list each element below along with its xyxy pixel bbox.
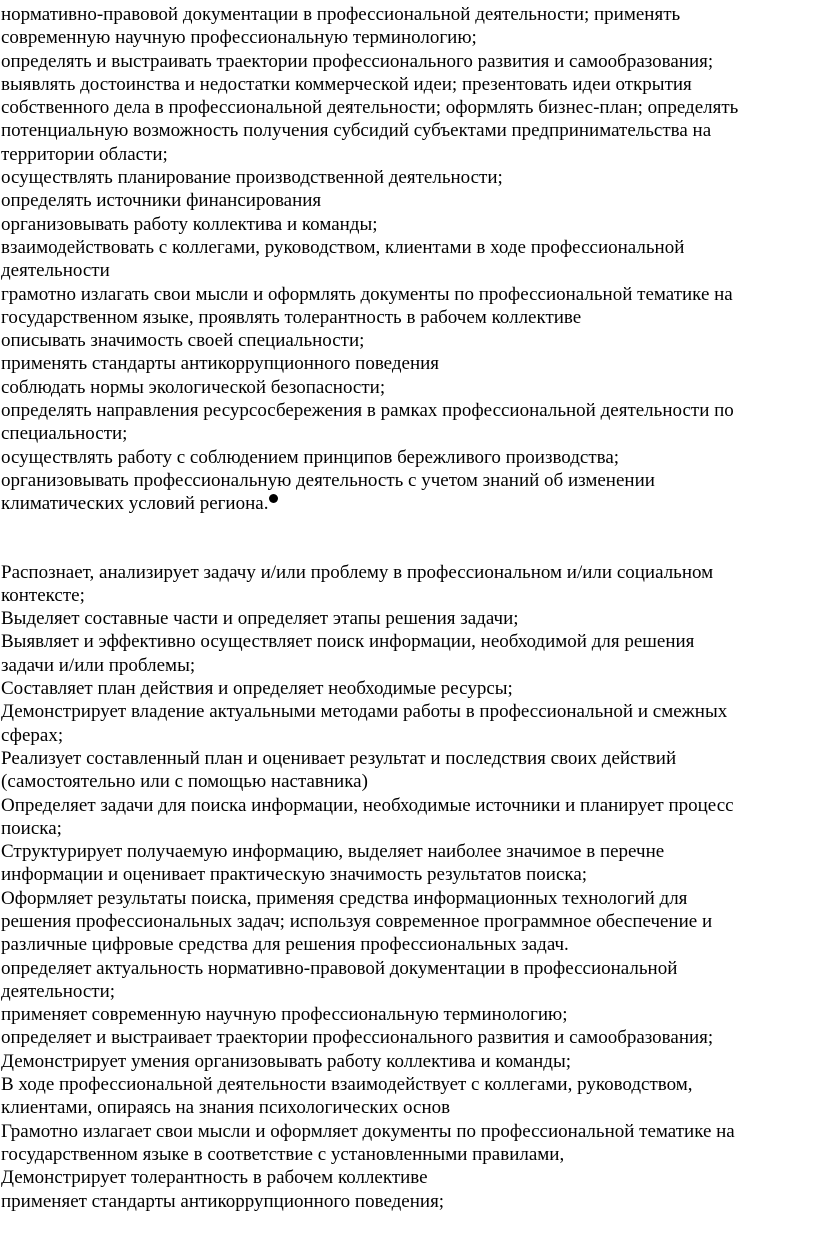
text-line: Реализует составленный план и оценивает результат и последствия своих действий xyxy=(1,747,677,769)
text-line: задачи и/или проблемы; xyxy=(1,654,196,676)
text-line: определять направления ресурсосбережения в рамках профессиональной деятельности по xyxy=(1,400,734,422)
indicator-item xyxy=(1,1190,816,1213)
text-line: Грамотно излагает свои мысли и оформляет документы по профессиональной тематике на xyxy=(1,1120,735,1142)
section-gap xyxy=(1,516,816,561)
text-line: применять стандарты антикоррупционного поведения xyxy=(1,353,440,375)
skill-item xyxy=(1,166,816,189)
indicators-list xyxy=(1,561,816,1213)
skill-item xyxy=(1,329,816,352)
text-line: современную научную профессиональную терминологию; xyxy=(1,27,477,49)
text-line: сферах; xyxy=(1,724,64,746)
skill-item xyxy=(1,213,816,236)
indicator-item xyxy=(1,957,816,1004)
indicator-item xyxy=(1,1166,816,1189)
text-line: Определяет задачи для поиска информации, необходимые источники и планирует процесс xyxy=(1,794,734,816)
skill-item xyxy=(1,352,816,375)
text-line: климатических условий региона. xyxy=(1,492,816,515)
indicator-item xyxy=(1,630,816,677)
text-line: государственном языке в соответствие с установленными правилами, xyxy=(1,1143,565,1165)
text-line: В ходе профессиональной деятельности взаимодействует с коллегами, руководством, xyxy=(1,1074,693,1096)
bullet-dot-icon xyxy=(269,494,278,503)
text-line: осуществлять планирование производственной деятельности; xyxy=(1,167,503,189)
indicator-item xyxy=(1,887,816,957)
text-line: территории области; xyxy=(1,143,168,165)
indicator-item xyxy=(1,677,816,700)
indicator-item xyxy=(1,1073,816,1120)
skill-item xyxy=(1,189,816,212)
skill-item xyxy=(1,3,816,50)
skill-item xyxy=(1,446,816,469)
indicator-item xyxy=(1,840,816,887)
text-line: взаимодействовать с коллегами, руководством, клиентами в ходе профессиональной xyxy=(1,236,685,258)
text-line: Выделяет составные части и определяет этапы решения задачи; xyxy=(1,608,519,630)
text-line: Демонстрирует умения организовывать работу коллектива и команды; xyxy=(1,1050,571,1072)
text-line: информации и оценивает практическую значимость результатов поиска; xyxy=(1,864,588,886)
skill-item xyxy=(1,469,816,516)
text-line: определяет актуальность нормативно-правовой документации в профессиональной xyxy=(1,957,678,979)
text-line: собственного дела в профессиональной деятельности; оформлять бизнес-план; определять xyxy=(1,97,739,119)
text-line: грамотно излагать свои мысли и оформлять документы по профессиональной тематике на xyxy=(1,283,733,305)
text-line: применяет стандарты антикоррупционного поведения; xyxy=(1,1190,445,1212)
indicator-item xyxy=(1,794,816,841)
text-line: решения профессиональных задач; используя современное программное обеспечение и xyxy=(1,910,713,932)
text-line: Демонстрирует толерантность в рабочем коллективе xyxy=(1,1167,428,1189)
indicator-item xyxy=(1,1003,816,1026)
text-line: осуществлять работу с соблюдением принципов бережливого производства; xyxy=(1,446,620,468)
text-line: Выявляет и эффективно осуществляет поиск информации, необходимой для решения xyxy=(1,631,695,653)
text-line: различные цифровые средства для решения профессиональных задач. xyxy=(1,934,569,956)
text-line: выявлять достоинства и недостатки коммерческой идеи; презентовать идеи открытия xyxy=(1,73,692,95)
text-line: поиска; xyxy=(1,817,62,839)
text-line: контексте; xyxy=(1,584,85,606)
skill-item xyxy=(1,50,816,166)
text-line: определять и выстраивать траектории профессионального развития и самообразования; xyxy=(1,50,714,72)
text-line: Распознает, анализирует задачу и/или проблему в профессиональном и/или социальном xyxy=(1,561,714,583)
text-line: клиентами, опираясь на знания психологических основ xyxy=(1,1097,451,1119)
text-line: потенциальную возможность получения субсидий субъектами предпринимательства на xyxy=(1,120,712,142)
text-line: Составляет план действия и определяет необходимые ресурсы; xyxy=(1,678,513,700)
text-line: определять источники финансирования xyxy=(1,190,322,212)
text-line: государственном языке, проявлять толерантность в рабочем коллективе xyxy=(1,306,582,328)
skill-item xyxy=(1,236,816,283)
indicator-item xyxy=(1,1120,816,1167)
skill-item xyxy=(1,399,816,446)
indicator-item xyxy=(1,700,816,747)
text-line: описывать значимость своей специальности; xyxy=(1,330,365,352)
indicator-item xyxy=(1,1026,816,1049)
skill-item xyxy=(1,376,816,399)
text-line: определяет и выстраивает траектории профессионального развития и самообразования; xyxy=(1,1027,714,1049)
text-line: нормативно-правовой документации в профессиональной деятельности; применять xyxy=(1,4,681,25)
text-line: организовывать профессиональную деятельность с учетом знаний об изменении xyxy=(1,469,655,491)
text-line: (самостоятельно или с помощью наставника) xyxy=(1,771,368,793)
text-line: Оформляет результаты поиска, применяя средства информационных технологий для xyxy=(1,887,688,909)
text-line: Демонстрирует владение актуальными методами работы в профессиональной и смежных xyxy=(1,701,728,723)
text-line: соблюдать нормы экологической безопасности; xyxy=(1,376,386,398)
skill-item xyxy=(1,283,816,330)
indicator-item xyxy=(1,607,816,630)
text-line: применяет современную научную профессиональную терминологию; xyxy=(1,1004,568,1026)
text-line: деятельности; xyxy=(1,980,116,1002)
text-line: Структурирует получаемую информацию, выделяет наиболее значимое в перечне xyxy=(1,841,665,863)
indicator-item xyxy=(1,561,816,608)
text-line: деятельности xyxy=(1,260,110,282)
skills-list xyxy=(1,3,816,516)
text-line: специальности; xyxy=(1,423,128,445)
text-line: организовывать работу коллектива и команды; xyxy=(1,213,378,235)
indicator-item xyxy=(1,1050,816,1073)
indicator-item xyxy=(1,747,816,794)
